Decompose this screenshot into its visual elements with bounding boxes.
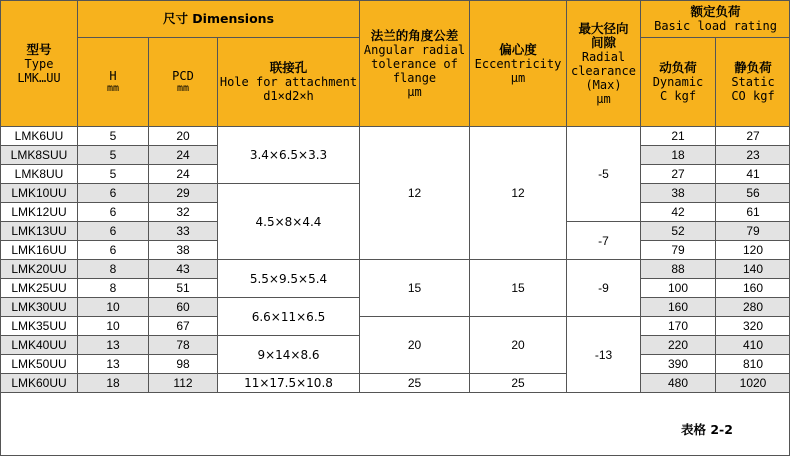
h-cell: 18 xyxy=(78,374,149,393)
dynamic-cell: 160 xyxy=(641,298,716,317)
h-cell: 10 xyxy=(78,298,149,317)
angular-cell: 12 xyxy=(360,127,470,260)
pcd-cell: 33 xyxy=(149,222,218,241)
type-cell: LMK20UU xyxy=(1,260,78,279)
h-cell: 10 xyxy=(78,317,149,336)
static-cell: 320 xyxy=(716,317,790,336)
type-cell: LMK60UU xyxy=(1,374,78,393)
eccentricity-header: 偏心度 Eccentricity μm xyxy=(470,1,567,127)
hole-cell: 4.5×8×4.4 xyxy=(218,184,360,260)
table-row xyxy=(1,317,790,336)
radial-cell: -7 xyxy=(567,222,641,260)
type-cell: LMK12UU xyxy=(1,203,78,222)
load-rating-header: 额定负荷 Basic load rating xyxy=(641,1,790,38)
pcd-cell: 20 xyxy=(149,127,218,146)
h-cell: 5 xyxy=(78,146,149,165)
h-cell: 5 xyxy=(78,165,149,184)
type-header-code: LMK…UU xyxy=(17,70,61,85)
radial-clearance-header: 最大径向 间隙 Radial clearance (Max) μm xyxy=(567,1,641,127)
hole-cell: 6.6×11×6.5 xyxy=(218,298,360,336)
table-caption: 表格 2-2 xyxy=(681,422,733,437)
h-cell: 13 xyxy=(78,355,149,374)
h-cell: 5 xyxy=(78,127,149,146)
h-header: H mm xyxy=(78,38,149,127)
static-cell: 1020 xyxy=(716,374,790,393)
radial-cell: -9 xyxy=(567,260,641,317)
pcd-cell: 43 xyxy=(149,260,218,279)
type-cell: LMK16UU xyxy=(1,241,78,260)
hole-header: 联接孔 Hole for attachment d1×d2×h xyxy=(218,38,360,127)
h-cell: 8 xyxy=(78,260,149,279)
table-row xyxy=(1,127,790,146)
dynamic-cell: 52 xyxy=(641,222,716,241)
static-cell: 79 xyxy=(716,222,790,241)
type-header xyxy=(1,1,78,127)
pcd-cell: 29 xyxy=(149,184,218,203)
dynamic-cell: 480 xyxy=(641,374,716,393)
dynamic-cell: 38 xyxy=(641,184,716,203)
pcd-cell: 24 xyxy=(149,165,218,184)
eccentricity-cell: 12 xyxy=(470,127,567,260)
type-cell: LMK25UU xyxy=(1,279,78,298)
h-cell: 13 xyxy=(78,336,149,355)
eccentricity-cell: 15 xyxy=(470,260,567,317)
dynamic-cell: 42 xyxy=(641,203,716,222)
eccentricity-cell: 20 xyxy=(470,317,567,374)
dimensions-header: 尺寸 Dimensions xyxy=(78,1,360,38)
dynamic-cell: 21 xyxy=(641,127,716,146)
type-cell: LMK6UU xyxy=(1,127,78,146)
pcd-cell: 32 xyxy=(149,203,218,222)
static-cell: 56 xyxy=(716,184,790,203)
h-cell: 6 xyxy=(78,222,149,241)
static-cell: 41 xyxy=(716,165,790,184)
pcd-cell: 67 xyxy=(149,317,218,336)
type-cell: LMK30UU xyxy=(1,298,78,317)
eccentricity-cell: 25 xyxy=(470,374,567,393)
pcd-header: PCD mm xyxy=(149,38,218,127)
type-cell: LMK35UU xyxy=(1,317,78,336)
pcd-cell: 98 xyxy=(149,355,218,374)
pcd-cell: 51 xyxy=(149,279,218,298)
static-cell: 810 xyxy=(716,355,790,374)
static-cell: 23 xyxy=(716,146,790,165)
type-header-cn: 型号 xyxy=(26,41,52,57)
radial-cell: -5 xyxy=(567,127,641,222)
pcd-cell: 60 xyxy=(149,298,218,317)
dynamic-cell: 88 xyxy=(641,260,716,279)
hole-cell: 3.4×6.5×3.3 xyxy=(218,127,360,184)
static-cell: 140 xyxy=(716,260,790,279)
static-cell: 27 xyxy=(716,127,790,146)
pcd-cell: 78 xyxy=(149,336,218,355)
dynamic-cell: 18 xyxy=(641,146,716,165)
pcd-cell: 112 xyxy=(149,374,218,393)
h-cell: 6 xyxy=(78,184,149,203)
static-cell: 160 xyxy=(716,279,790,298)
type-cell: LMK50UU xyxy=(1,355,78,374)
static-cell: 120 xyxy=(716,241,790,260)
pcd-cell: 24 xyxy=(149,146,218,165)
type-cell: LMK10UU xyxy=(1,184,78,203)
type-header-en: Type xyxy=(24,56,54,71)
type-cell: LMK40UU xyxy=(1,336,78,355)
hole-cell: 9×14×8.6 xyxy=(218,336,360,374)
pcd-cell: 38 xyxy=(149,241,218,260)
dynamic-cell: 220 xyxy=(641,336,716,355)
hole-cell: 11×17.5×10.8 xyxy=(218,374,360,393)
static-cell: 280 xyxy=(716,298,790,317)
type-cell: LMK13UU xyxy=(1,222,78,241)
type-cell: LMK8SUU xyxy=(1,146,78,165)
dynamic-cell: 170 xyxy=(641,317,716,336)
static-cell: 61 xyxy=(716,203,790,222)
angular-tolerance-header: 法兰的角度公差 Angular radial tolerance of flange μm xyxy=(360,1,470,127)
dynamic-cell: 79 xyxy=(641,241,716,260)
dynamic-cell: 100 xyxy=(641,279,716,298)
h-cell: 6 xyxy=(78,203,149,222)
angular-cell: 20 xyxy=(360,317,470,374)
angular-cell: 15 xyxy=(360,260,470,317)
hole-cell: 5.5×9.5×5.4 xyxy=(218,260,360,298)
h-cell: 8 xyxy=(78,279,149,298)
dynamic-load-header: 动负荷 Dynamic C kgf xyxy=(641,38,716,127)
table-row xyxy=(1,260,790,279)
dynamic-cell: 27 xyxy=(641,165,716,184)
h-cell: 6 xyxy=(78,241,149,260)
static-cell: 410 xyxy=(716,336,790,355)
table-row xyxy=(1,374,790,393)
radial-cell: -13 xyxy=(567,317,641,393)
angular-cell: 25 xyxy=(360,374,470,393)
static-load-header: 静负荷 Static CO kgf xyxy=(716,38,790,127)
type-cell: LMK8UU xyxy=(1,165,78,184)
dynamic-cell: 390 xyxy=(641,355,716,374)
